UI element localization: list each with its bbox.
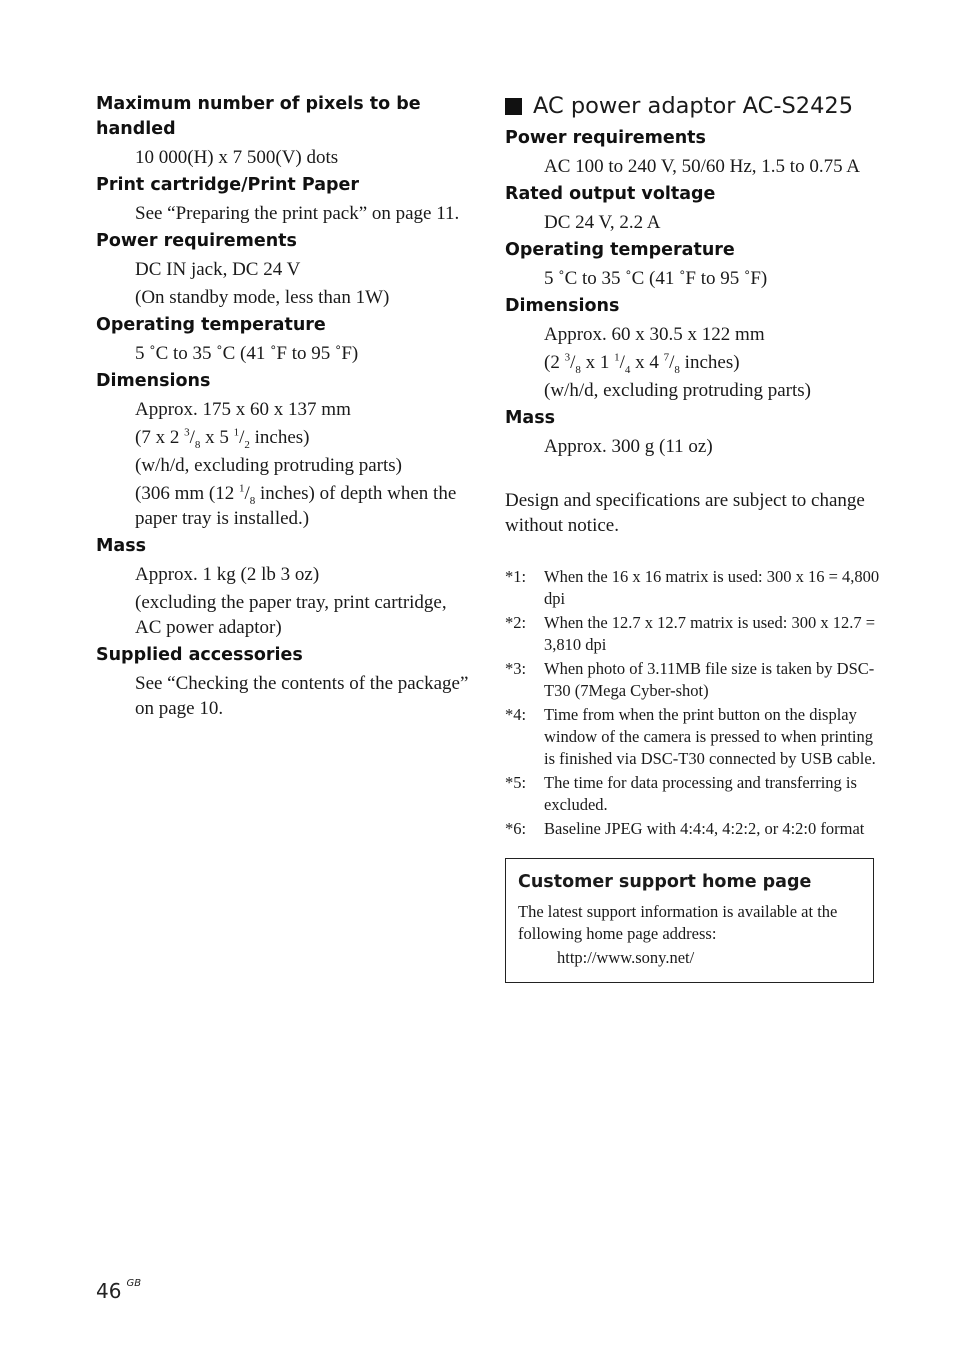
- footnote-mark: *1:: [505, 567, 527, 586]
- adaptor-value-dimensions-note: (w/h/d, excluding protruding parts): [544, 380, 812, 401]
- footnote-text: When photo of 3.11MB file size is taken by DSC-T30 (7Mega Cyber-shot): [544, 659, 875, 700]
- support-url: http://www.sony.net/: [557, 948, 695, 967]
- spec-value-power: DC IN jack, DC 24 V: [135, 259, 301, 280]
- section-title-text: AC power adaptor AC-S2425: [533, 93, 854, 119]
- spec-heading-temperature: Operating temperature: [96, 315, 326, 335]
- adaptor-heading-power: Power requirements: [505, 128, 706, 148]
- square-bullet-icon: [505, 98, 522, 115]
- page-number: 46 $^{GB}$: [96, 1278, 142, 1303]
- spec-value-mass-note: (excluding the paper tray, print cartridge, AC power adaptor): [135, 592, 447, 638]
- spec-value-pixels: 10 000(H) x 7 500(V) dots: [135, 147, 339, 168]
- adaptor-value-power: AC 100 to 240 V, 50/60 Hz, 1.5 to 0.75 A: [544, 156, 860, 177]
- spec-heading-accessories: Supplied accessories: [96, 645, 303, 665]
- support-text: The latest support information is available at the following home page address:: [518, 902, 838, 943]
- spec-value-dimensions-depth: (306 mm (12 $^1/_8$ inches) of depth when the paper tray is installed.): [135, 482, 457, 529]
- footnote-item: [505, 612, 880, 656]
- adaptor-heading-mass: Mass: [505, 408, 556, 428]
- spec-heading-mass: Mass: [96, 536, 147, 556]
- footnote-item: [505, 658, 880, 702]
- adaptor-value-dimensions-inches: (2 $^3/_8$ x 1 $^1/_4$ x 4 $^7/_8$ inches): [544, 351, 740, 376]
- spec-heading-dimensions: Dimensions: [96, 371, 211, 391]
- adaptor-heading-temperature: Operating temperature: [505, 240, 735, 260]
- region-label: GB: [126, 1278, 142, 1289]
- footnote-mark: *5:: [505, 773, 527, 792]
- spec-value-accessories: See “Checking the contents of the package” on page 10.: [135, 673, 469, 719]
- footnote-text: Baseline JPEG with 4:4:4, 4:2:2, or 4:2:0 format: [544, 819, 865, 838]
- design-notice: Design and specifications are subject to change without notice.: [505, 490, 865, 536]
- adaptor-value-mass: Approx. 300 g (11 oz): [544, 436, 713, 457]
- footnote-text: The time for data processing and transferring is excluded.: [544, 773, 857, 814]
- footnote-item: [505, 818, 880, 840]
- footnote-item: [505, 772, 880, 816]
- footnote-text: When the 16 x 16 matrix is used: 300 x 16 = 4,800 dpi: [544, 567, 880, 608]
- footnote-mark: *6:: [505, 819, 527, 838]
- footnote-text: Time from when the print button on the display window of the camera is pressed to when printing is finished via DSC-T30 connected by USB cable.: [544, 705, 876, 768]
- adaptor-value-temperature: 5 ˚C to 35 ˚C (41 ˚F to 95 ˚F): [544, 268, 768, 289]
- spec-value-dimensions-note: (w/h/d, excluding protruding parts): [135, 455, 403, 476]
- spec-heading-cartridge: Print cartridge/Print Paper: [96, 175, 360, 195]
- adaptor-value-voltage: DC 24 V, 2.2 A: [544, 212, 661, 233]
- section-title: [505, 92, 880, 120]
- left-column: [96, 92, 476, 724]
- spec-heading-pixels: Maximum number of pixels to be handled: [96, 94, 421, 139]
- adaptor-heading-voltage: Rated output voltage: [505, 184, 716, 204]
- spec-value-power-standby: (On standby mode, less than 1W): [135, 287, 390, 308]
- footnote-mark: *4:: [505, 705, 527, 724]
- right-column: [505, 92, 880, 983]
- customer-support-box: [505, 858, 874, 983]
- spec-heading-power: Power requirements: [96, 231, 297, 251]
- footnote-text: When the 12.7 x 12.7 matrix is used: 300 x 12.7 = 3,810 dpi: [544, 613, 876, 654]
- footnote-mark: *3:: [505, 659, 527, 678]
- spec-value-dimensions-inches: (7 x 2 $^3/_8$ x 5 $^1/_2$ inches): [135, 426, 310, 451]
- footnote-item: [505, 704, 880, 770]
- adaptor-value-dimensions-mm: Approx. 60 x 30.5 x 122 mm: [544, 324, 765, 345]
- spec-value-cartridge: See “Preparing the print pack” on page 11.: [135, 203, 460, 224]
- footnote-item: [505, 566, 880, 610]
- adaptor-heading-dimensions: Dimensions: [505, 296, 620, 316]
- spec-value-temperature: 5 ˚C to 35 ˚C (41 ˚F to 95 ˚F): [135, 343, 359, 364]
- spec-value-mass: Approx. 1 kg (2 lb 3 oz): [135, 564, 320, 585]
- support-title: Customer support home page: [518, 872, 812, 892]
- footnote-mark: *2:: [505, 613, 527, 632]
- footnotes: [505, 566, 880, 840]
- spec-value-dimensions-mm: Approx. 175 x 60 x 137 mm: [135, 399, 351, 420]
